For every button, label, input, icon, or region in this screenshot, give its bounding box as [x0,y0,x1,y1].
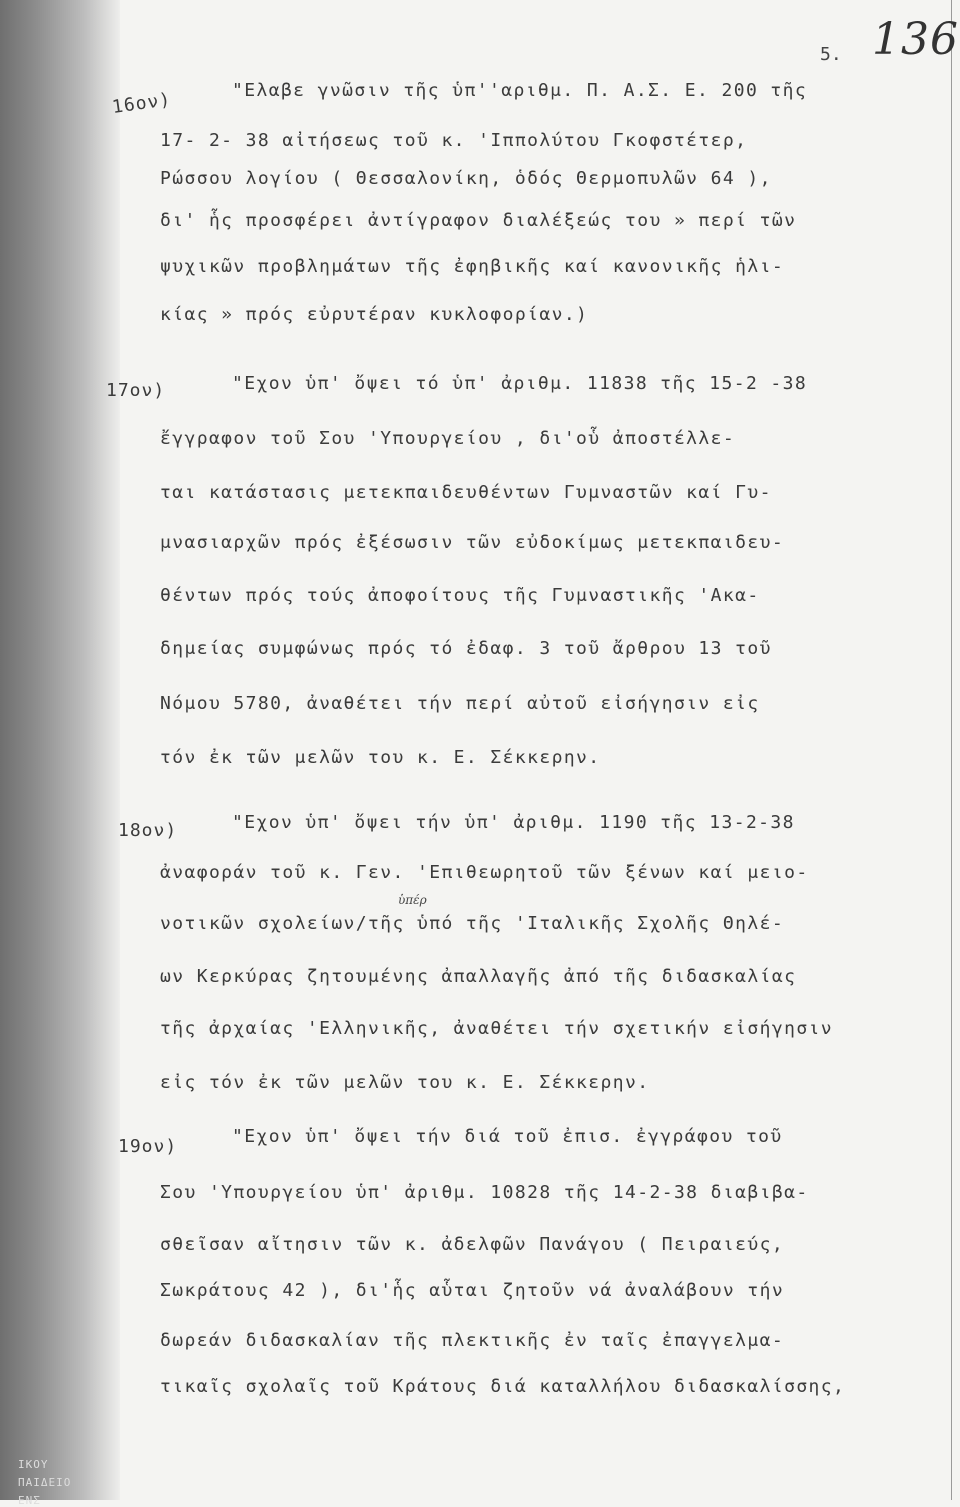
entry-label: 16ον) [110,88,173,119]
text-line: ων Κερκύρας ζητουμένης ἀπαλλαγῆς ἀπό τῆς διδασκαλίας [160,966,797,987]
text-line: εἰς τόν ἐκ τῶν μελῶν του κ. Ε. Σέκκερην. [160,1072,650,1093]
handwritten-folio-number: 136 [872,14,959,65]
text-line: Σου 'Υπουργείου ὑπ' ἀριθμ. 10828 τῆς 14-2-38 διαβιβα- [160,1182,809,1203]
entry-label: 19ον) [118,1136,178,1157]
text-line: νοτικῶν σχολείων/τῆς ὑπό τῆς 'Ιταλικῆς Σχολῆς Θηλέ- [160,913,785,934]
text-line: δωρεάν διδασκαλίαν τῆς πλεκτικῆς ἐν ταῖς ἐπαγγελμα- [160,1330,785,1351]
text-line: τόν ἐκ τῶν μελῶν του κ. Ε. Σέκκερην. [160,747,601,768]
text-line: δημείας συμφώνως πρός τό ἐδαφ. 3 τοῦ ἄρθρου 13 τοῦ [160,638,772,659]
page-number: 5. [820,44,842,65]
text-line: 17- 2- 38 αἰτήσεως τοῦ κ. 'Ιππολύτου Γκοφστέτερ, [160,130,748,151]
text-line: "Ελαβε γνῶσιν τῆς ὑπ''αριθμ. Π. Α.Σ. Ε. 200 τῆς [232,80,808,101]
interlinear-handwritten-insertion: ὑπέρ [398,893,427,907]
page-edge-rule [951,0,952,1500]
text-line: ψυχικῶν προβλημάτων τῆς ἐφηβικῆς καί κανονικῆς ἡλι- [160,256,785,277]
entry-label: 18ον) [118,820,178,841]
text-line: κίας » πρός εὐρυτέραν κυκλοφορίαν.) [160,304,589,325]
text-line: τικαῖς σχολαῖς τοῦ Κράτους διά καταλλήλου διδασκαλίσσης, [160,1376,846,1397]
text-line: ἀναφοράν τοῦ κ. Γεν. 'Επιθεωρητοῦ τῶν ξένων καί μειο- [160,862,809,883]
text-line: σθεῖσαν αἴτησιν τῶν κ. ἀδελφῶν Πανάγου ( Πειραιεύς, [160,1234,785,1255]
text-line: θέντων πρός τούς ἀποφοίτους τῆς Γυμναστικῆς 'Ακα- [160,585,760,606]
text-line: "Εχον ὑπ' ὄψει τήν διά τοῦ ἐπισ. ἐγγράφου τοῦ [232,1126,783,1147]
text-line: Ρώσσου λογίου ( Θεσσαλονίκη, ὁδός Θερμοπυλῶν 64 ), [160,168,772,189]
text-line: Νόμου 5780, ἀναθέτει τήν περί αὐτοῦ εἰσήγησιν εἰς [160,693,760,714]
margin-stamp-line: ΙΚΟΥ [18,1458,49,1471]
text-line: τῆς ἀρχαίας 'Ελληνικῆς, ἀναθέτει τήν σχετικήν εἰσήγησιν [160,1018,834,1039]
entry-label: 17ον) [106,380,166,401]
text-line: δι' ἧς προσφέρει ἀντίγραφον διαλέξεώς του » περί τῶν [160,210,797,231]
text-line: "Εχον ὑπ' ὄψει τήν ὑπ' ἀριθμ. 1190 τῆς 13-2-38 [232,812,795,833]
margin-stamp-line: ΕΝΣ [18,1494,41,1507]
text-line: "Εχον ὑπ' ὄψει τό ὑπ' ἀριθμ. 11838 τῆς 15-2 -38 [232,373,808,394]
text-line: ται κατάστασις μετεκπαιδευθέντων Γυμναστῶν καί Γυ- [160,482,772,503]
binding-shadow [0,0,120,1507]
text-line: ἔγγραφον τοῦ Σου 'Υπουργείου , δι'οὗ ἀποστέλλε- [160,428,736,449]
text-line: μνασιαρχῶν πρός ἐξέσωσιν τῶν εὐδοκίμως μετεκπαιδευ- [160,532,785,553]
margin-stamp-line: ΠΑΙΔΕΙΟ [18,1476,72,1489]
text-line: Σωκράτους 42 ), δι'ἧς αὗται ζητοῦν νά ἀναλάβουν τήν [160,1280,785,1301]
